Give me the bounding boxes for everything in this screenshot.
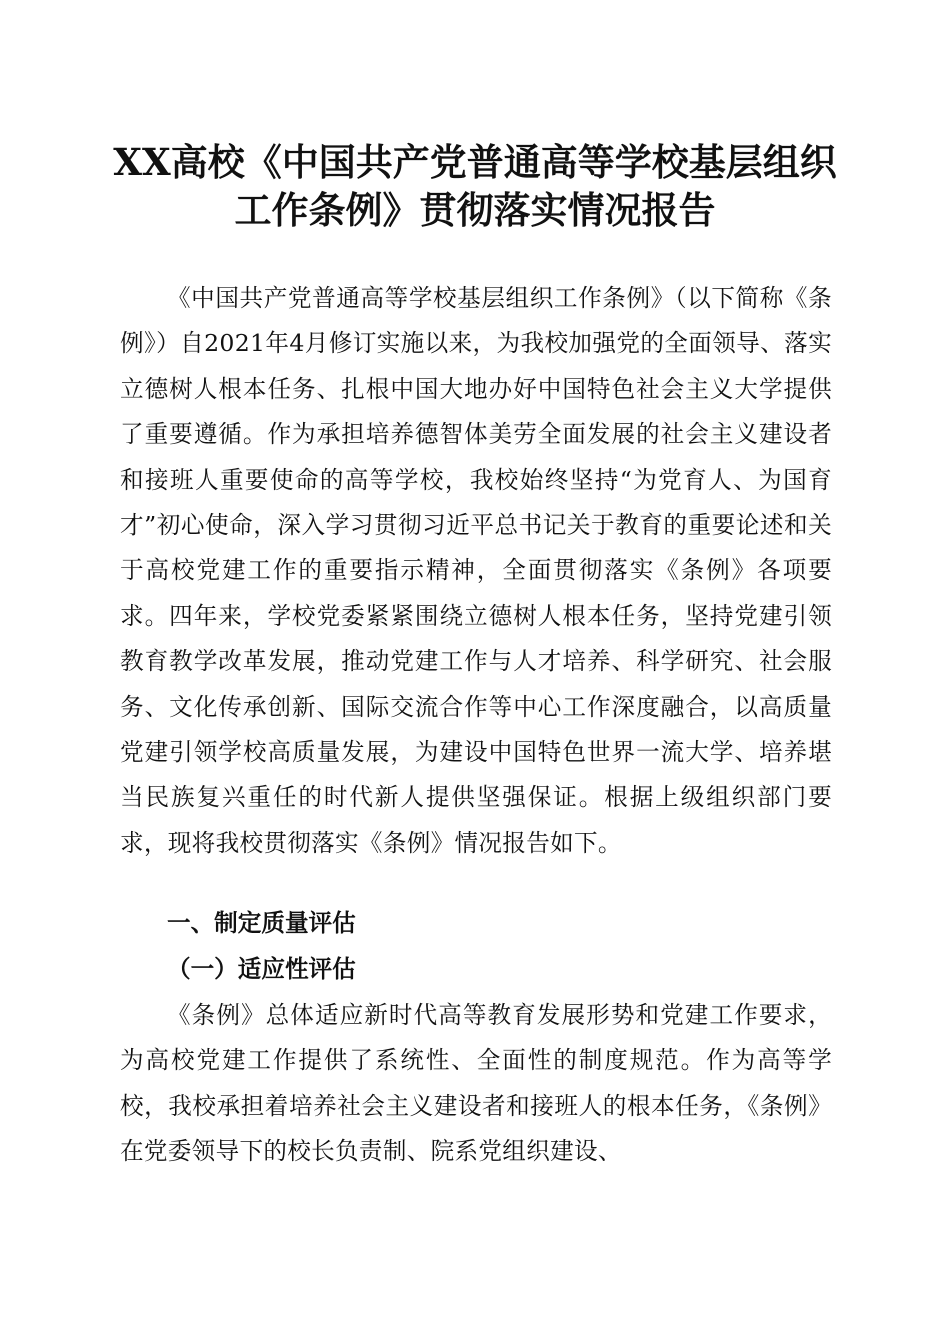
document-title-line-2: 工作条例》贯彻落实情况报告 <box>234 188 716 232</box>
intro-paragraph: 《中国共产党普通高等学校基层组织工作条例》（以下简称《条例》）自2021年4月修订实施以来，为我校加强党的全面领导、落实立德树人根本任务、扎根中国大地办好中国特色社会主义大学提供了重要遵循。作为承担培养德智体美劳全面发展的社会主义建设者和接班人重要使命的高等学校，我校始终坚持“为党育人、为国育才”初心使命，深入学习贯彻习近平总书记关于教育的重要论述和关于高校党建工作的重要指示精神，全面贯彻落实《条例》各项要求。四年来，学校党委紧紧围绕立德树人根本任务，坚持党建引领教育教学改革发展，推动党建工作与人才培养、科学研究、社会服务、文化传承创新、国际交流合作等中心工作深度融合，以高质量党建引领学校高质量发展，为建设中国特色世界一流大学、培养堪当民族复兴重任的时代新人提供坚强保证。根据上级组织部门要求，现将我校贯彻落实《条例》情况报告如下。 <box>120 284 832 857</box>
section-heading-1: 一、制定质量评估 <box>167 909 356 937</box>
subsection-heading-1: （一）适应性评估 <box>167 955 356 983</box>
body-paragraph-2: 《条例》总体适应新时代高等教育发展形势和党建工作要求，为高校党建工作提供了系统性、全面性的制度规范。作为高等学校，我校承担着培养社会主义建设者和接班人的根本任务，《条例》在党委领导下的校长负责制、院系党组织建设、 <box>120 1001 832 1166</box>
document-title-line-1: XX高校《中国共产党普通高等学校基层组织 <box>113 140 837 184</box>
